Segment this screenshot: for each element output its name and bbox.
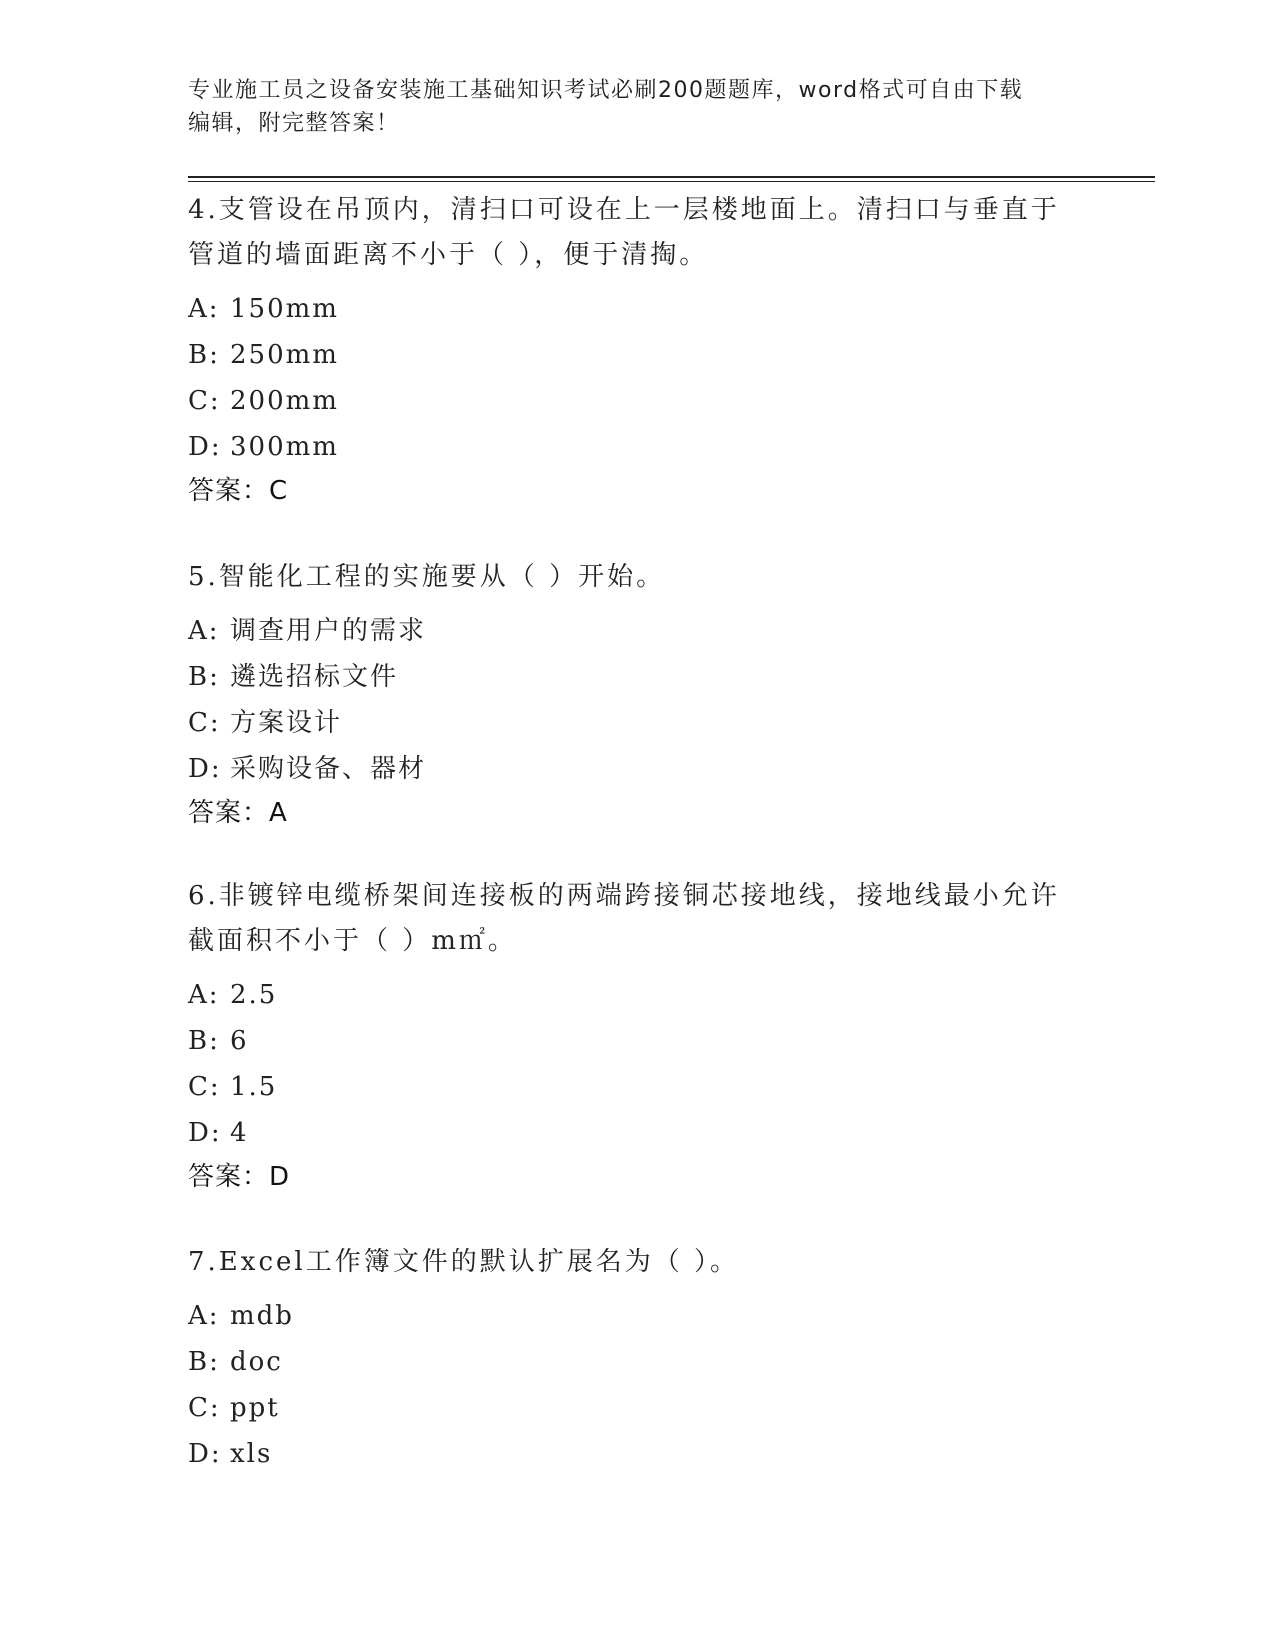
question-7 (188, 1240, 1068, 1469)
option-letter: B: (188, 340, 220, 370)
option-b (188, 340, 1068, 370)
option-text: mdb (230, 1301, 294, 1331)
option-a (188, 1301, 1068, 1331)
header-line-1: 专业施工员之设备安装施工基础知识考试必刷200题题库，word格式可自由下载 (188, 78, 1024, 103)
option-letter: B: (188, 1026, 220, 1056)
option-letter: D: (188, 1439, 222, 1469)
option-text: 2.5 (230, 980, 278, 1010)
option-a (188, 980, 1068, 1010)
option-text: 150mm (230, 294, 339, 324)
option-c (188, 1072, 1068, 1102)
option-letter: D: (188, 754, 222, 784)
option-text: ppt (230, 1393, 280, 1423)
option-a (188, 616, 1068, 646)
option-text: 4 (230, 1118, 249, 1148)
answer-label: 答案：C (188, 476, 289, 506)
question-stem (188, 188, 1068, 278)
option-text: 300mm (230, 432, 339, 462)
option-letter: C: (188, 386, 221, 416)
option-text: xls (230, 1439, 273, 1469)
option-d (188, 754, 1068, 784)
question-stem-line-1: 4.支管设在吊顶内，清扫口可设在上一层楼地面上。清扫口与垂直于 (188, 195, 1060, 225)
option-letter: B: (188, 662, 220, 692)
option-letter: A: (188, 616, 220, 646)
option-text: 6 (230, 1026, 249, 1056)
option-letter: A: (188, 1301, 220, 1331)
option-text: 调查用户的需求 (230, 616, 427, 646)
option-text: 采购设备、器材 (230, 754, 427, 784)
question-stem-line-2: 截面积不小于（ ）m㎡。 (188, 926, 517, 956)
question-4 (188, 188, 1068, 506)
option-text: 250mm (230, 340, 339, 370)
option-b (188, 1347, 1068, 1377)
header-divider-bottom (188, 181, 1155, 182)
question-stem-line-1: 7.Excel工作簿文件的默认扩展名为（ ）。 (188, 1247, 739, 1277)
question-stem (188, 555, 1068, 600)
option-letter: B: (188, 1347, 220, 1377)
option-c (188, 708, 1068, 738)
question-stem-line-1: 5.智能化工程的实施要从（ ）开始。 (188, 562, 666, 592)
option-letter: C: (188, 1393, 221, 1423)
answer-label: 答案：D (188, 1162, 291, 1192)
option-b (188, 662, 1068, 692)
option-text: 遴选招标文件 (230, 662, 399, 692)
question-6 (188, 874, 1068, 1192)
option-letter: D: (188, 1118, 222, 1148)
option-text: doc (230, 1347, 283, 1377)
question-5 (188, 555, 1068, 828)
option-letter: A: (188, 980, 220, 1010)
question-stem-line-1: 6.非镀锌电缆桥架间连接板的两端跨接铜芯接地线，接地线最小允许 (188, 881, 1060, 911)
option-text: 200mm (230, 386, 339, 416)
option-text: 方案设计 (230, 708, 343, 738)
answer-label: 答案：A (188, 798, 288, 828)
question-stem (188, 1240, 1068, 1285)
option-letter: C: (188, 1072, 221, 1102)
option-text: 1.5 (230, 1072, 278, 1102)
option-letter: D: (188, 432, 222, 462)
option-d (188, 1439, 1068, 1469)
option-letter: A: (188, 294, 220, 324)
option-a (188, 294, 1068, 324)
option-d (188, 1118, 1068, 1148)
question-stem-line-2: 管道的墙面距离不小于（ ），便于清掏。 (188, 240, 709, 270)
question-stem (188, 874, 1068, 964)
option-letter: C: (188, 708, 221, 738)
header-line-2: 编辑，附完整答案！ (188, 111, 400, 136)
header-divider-top (188, 176, 1155, 178)
document-header (188, 74, 1068, 140)
option-c (188, 386, 1068, 416)
option-c (188, 1393, 1068, 1423)
option-d (188, 432, 1068, 462)
option-b (188, 1026, 1068, 1056)
